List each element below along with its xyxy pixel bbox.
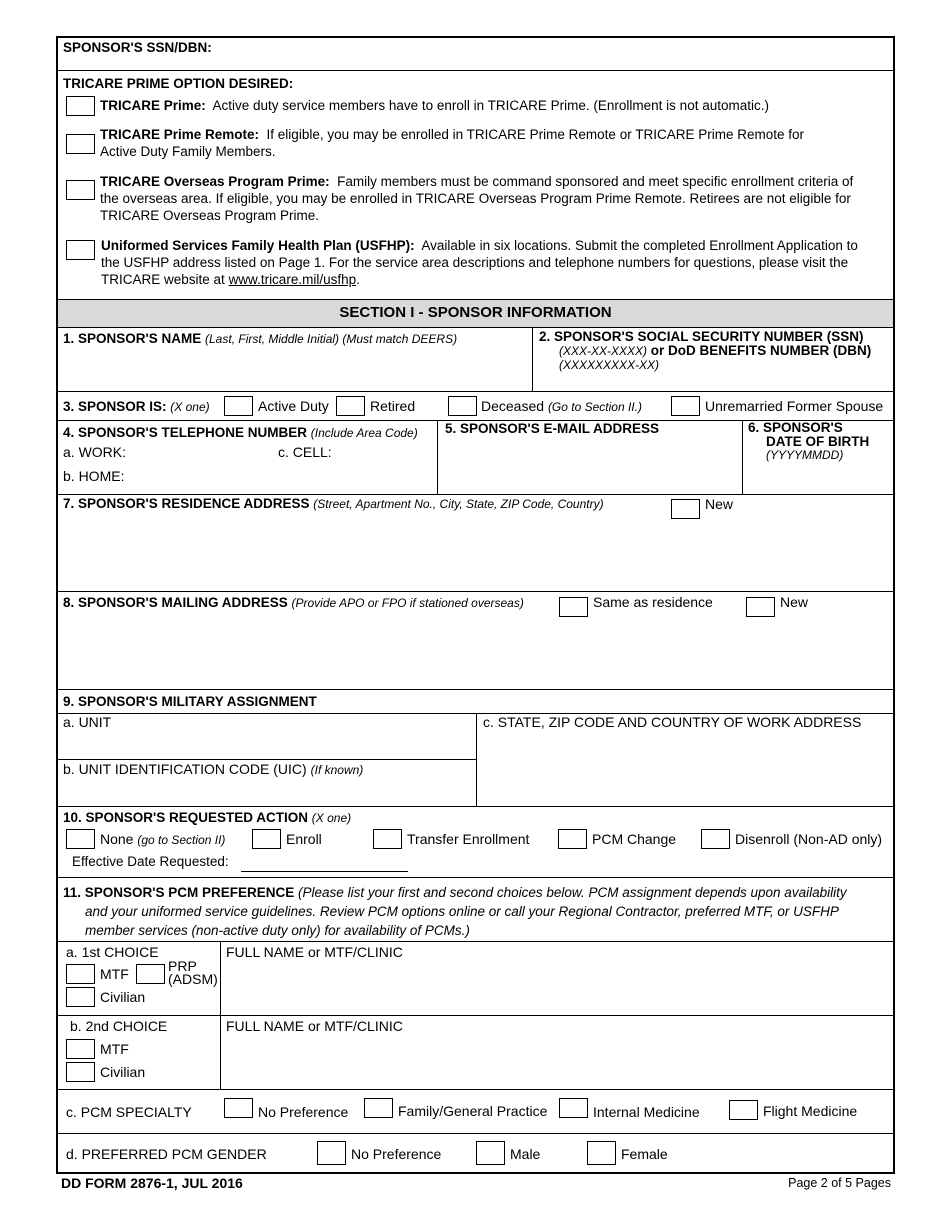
deceased-label: Deceased (Go to Section II.)	[481, 398, 642, 414]
retired-checkbox[interactable]	[336, 396, 365, 416]
uic-label: b. UNIT IDENTIFICATION CODE (UIC) (If known)	[63, 761, 364, 777]
unremarried-former-spouse-label: Unremarried Former Spouse	[705, 398, 884, 414]
tricare-overseas-text: TRICARE Overseas Program Prime: Family members must be command sponsored and meet specific enrollment criteria of the overseas area. If eligible, you may be enrolled in TRICARE Overseas Program Prime Remote. Retirees are not eligible for TRICARE Overseas Program Prime.	[100, 174, 854, 223]
mailing-new-label: New	[780, 594, 809, 610]
work-phone-label: a. WORK:	[63, 444, 127, 460]
deceased-checkbox[interactable]	[448, 396, 477, 416]
residence-new-checkbox[interactable]	[671, 499, 700, 519]
field-7-label: 7. SPONSOR'S RESIDENCE ADDRESS (Street, Apartment No., City, State, ZIP Code, Country)	[63, 496, 604, 511]
second-full-name-label: FULL NAME or MTF/CLINIC	[226, 1018, 403, 1034]
gender-female-label: Female	[621, 1146, 668, 1162]
form-id: DD FORM 2876-1, JUL 2016	[61, 1175, 243, 1191]
section-1-title: SECTION I - SPONSOR INFORMATION	[58, 299, 893, 328]
specialty-flight-label: Flight Medicine	[763, 1103, 858, 1119]
field-2-ssn-format: (XXX-XX-XXXX) or DoD BENEFITS NUMBER (DBN)	[559, 343, 872, 358]
first-prp-checkbox[interactable]	[136, 964, 165, 984]
field-3-label: 3. SPONSOR IS: (X one)	[63, 399, 210, 414]
field-6-label: 6. SPONSOR'S DATE OF BIRTH	[748, 420, 870, 449]
tricare-option-heading: TRICARE PRIME OPTION DESIRED:	[63, 76, 294, 91]
action-transfer-checkbox[interactable]	[373, 829, 402, 849]
work-address-label: c. STATE, ZIP CODE AND COUNTRY OF WORK ADDRESS	[483, 714, 862, 730]
retired-label: Retired	[370, 398, 416, 414]
action-disenroll-checkbox[interactable]	[701, 829, 730, 849]
tricare-usfhp-link[interactable]: www.tricare.mil/usfhp	[228, 272, 357, 287]
specialty-internal-label: Internal Medicine	[593, 1104, 700, 1120]
cell-phone-label: c. CELL:	[278, 444, 332, 460]
action-none-label: None (go to Section II)	[100, 831, 226, 847]
tricare-prime-remote-text: TRICARE Prime Remote: If eligible, you may be enrolled in TRICARE Prime Remote or TRICARE Prime Remote for Active Duty Family Members.	[100, 127, 804, 159]
specialty-internal-checkbox[interactable]	[559, 1098, 588, 1118]
gender-no-preference-checkbox[interactable]	[317, 1141, 346, 1165]
first-choice-label: a. 1st CHOICE	[66, 944, 159, 960]
mailing-new-checkbox[interactable]	[746, 597, 775, 617]
enrollment-form	[56, 36, 895, 1174]
action-pcm-change-label: PCM Change	[592, 831, 677, 847]
gender-male-checkbox[interactable]	[476, 1141, 505, 1165]
action-enroll-checkbox[interactable]	[252, 829, 281, 849]
residence-new-label: New	[705, 496, 734, 512]
first-mtf-label: MTF	[100, 966, 129, 982]
same-as-residence-checkbox[interactable]	[559, 597, 588, 617]
field-10-label: 10. SPONSOR'S REQUESTED ACTION (X one)	[63, 810, 352, 825]
first-civilian-label: Civilian	[100, 989, 146, 1005]
home-phone-label: b. HOME:	[63, 468, 125, 484]
second-civilian-label: Civilian	[100, 1064, 146, 1080]
active-duty-label: Active Duty	[258, 398, 329, 414]
pcm-specialty-label: c. PCM SPECIALTY	[66, 1104, 192, 1120]
pcm-gender-label: d. PREFERRED PCM GENDER	[66, 1146, 267, 1162]
field-1-label: 1. SPONSOR'S NAME (Last, First, Middle Initial) (Must match DEERS)	[63, 331, 458, 346]
field-2-dbn-format: (XXXXXXXXX-XX)	[559, 358, 660, 372]
action-enroll-label: Enroll	[286, 831, 322, 847]
first-civilian-checkbox[interactable]	[66, 987, 95, 1007]
action-none-checkbox[interactable]	[66, 829, 95, 849]
sponsor-ssn-label: SPONSOR'S SSN/DBN:	[63, 40, 212, 55]
action-disenroll-label: Disenroll (Non-AD only)	[735, 831, 883, 847]
field-5-label: 5. SPONSOR'S E-MAIL ADDRESS	[445, 421, 659, 436]
field-2-label: 2. SPONSOR'S SOCIAL SECURITY NUMBER (SSN)	[539, 329, 864, 344]
second-mtf-label: MTF	[100, 1041, 129, 1057]
active-duty-checkbox[interactable]	[224, 396, 253, 416]
gender-no-preference-label: No Preference	[351, 1146, 442, 1162]
field-4-label: 4. SPONSOR'S TELEPHONE NUMBER (Include Area Code)	[63, 425, 418, 440]
second-civilian-checkbox[interactable]	[66, 1062, 95, 1082]
second-mtf-checkbox[interactable]	[66, 1039, 95, 1059]
action-transfer-label: Transfer Enrollment	[407, 831, 530, 847]
specialty-family-checkbox[interactable]	[364, 1098, 393, 1118]
first-mtf-checkbox[interactable]	[66, 964, 95, 984]
specialty-no-preference-checkbox[interactable]	[224, 1098, 253, 1118]
effective-date-line[interactable]	[241, 871, 408, 872]
usfhp-text: Uniformed Services Family Health Plan (USFHP): Available in six locations. Submit the completed Enrollment Application to the USFHP address listed on Page 1. For the service area descriptions and telephone numbers for questions, please visit the TRICARE website at www.tricare.mil/usfhp.	[101, 238, 858, 287]
same-as-residence-label: Same as residence	[593, 594, 713, 610]
tricare-prime-checkbox[interactable]	[66, 96, 95, 116]
gender-male-label: Male	[510, 1146, 541, 1162]
specialty-family-label: Family/General Practice	[398, 1103, 548, 1119]
first-full-name-label: FULL NAME or MTF/CLINIC	[226, 944, 403, 960]
tricare-prime-text: TRICARE Prime: Active duty service members have to enroll in TRICARE Prime. (Enrollment is not automatic.)	[100, 98, 769, 113]
first-prp-label: PRP (ADSM)	[168, 958, 218, 987]
tricare-prime-remote-checkbox[interactable]	[66, 134, 95, 154]
gender-female-checkbox[interactable]	[587, 1141, 616, 1165]
unit-label: a. UNIT	[63, 714, 112, 730]
usfhp-checkbox[interactable]	[66, 240, 95, 260]
specialty-no-preference-label: No Preference	[258, 1104, 349, 1120]
field-11-heading: 11. SPONSOR'S PCM PREFERENCE (Please list your first and second choices below. PCM assignment depends upon availability and your uniformed service guidelines. Review PCM options online or call your Regional Contractor, preferred MTF, or USFHP member services (non-active duty only) for availability of PCMs.)	[63, 885, 847, 938]
specialty-flight-checkbox[interactable]	[729, 1100, 758, 1120]
page-number: Page 2 of 5 Pages	[788, 1176, 891, 1190]
unremarried-former-spouse-checkbox[interactable]	[671, 396, 700, 416]
tricare-overseas-checkbox[interactable]	[66, 180, 95, 200]
field-9-label: 9. SPONSOR'S MILITARY ASSIGNMENT	[63, 694, 317, 709]
second-choice-label: b. 2nd CHOICE	[70, 1018, 168, 1034]
action-pcm-change-checkbox[interactable]	[558, 829, 587, 849]
field-6-format: (YYYYMMDD)	[766, 448, 844, 462]
effective-date-label: Effective Date Requested:	[72, 854, 229, 869]
field-8-label: 8. SPONSOR'S MAILING ADDRESS (Provide APO or FPO if stationed overseas)	[63, 595, 524, 610]
